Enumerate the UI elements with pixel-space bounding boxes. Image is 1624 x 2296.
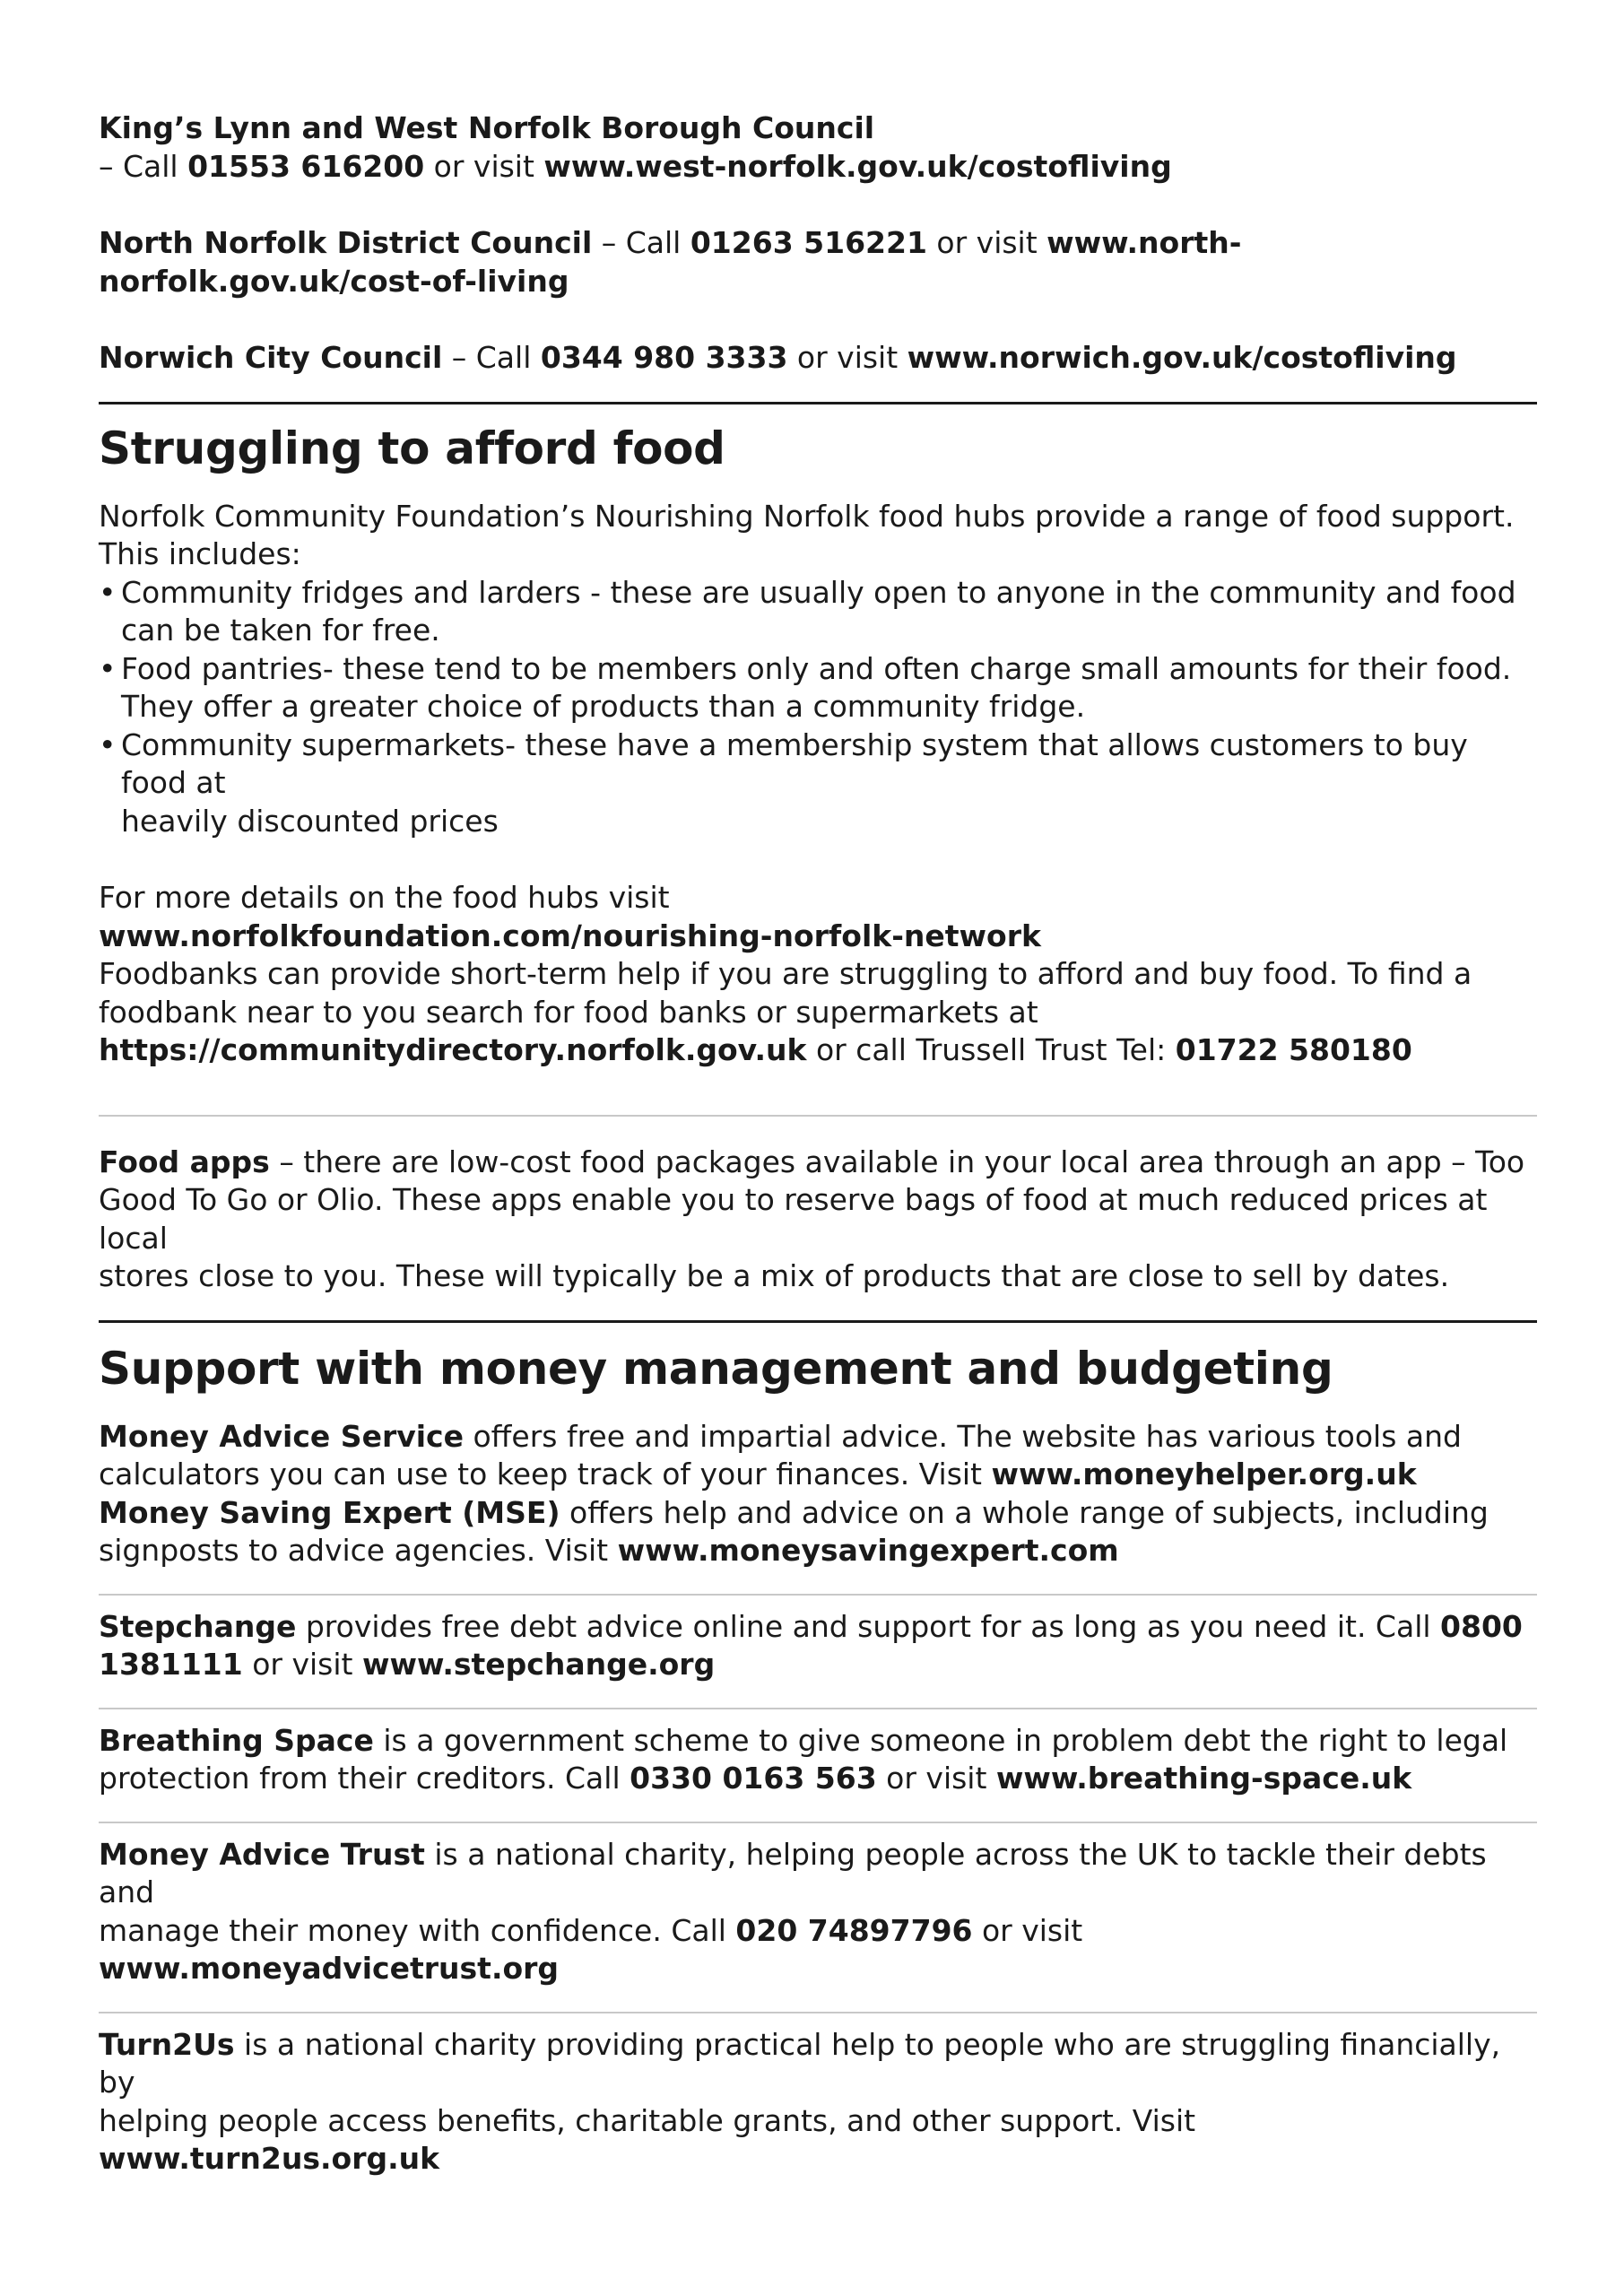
- food-heading: Struggling to afford food: [99, 422, 725, 474]
- org-url[interactable]: www.turn2us.org.uk: [99, 2141, 440, 2176]
- council-name: Norwich City Council: [99, 340, 443, 375]
- org-url[interactable]: www.moneyadvicetrust.org: [99, 1951, 560, 1986]
- council-north-norfolk: North Norfolk District Council – Call 01263 516221 or visit www.north-norfolk.gov.uk/cost-of-living: [99, 225, 1242, 299]
- org-phone: 0330 0163 563: [630, 1761, 877, 1796]
- org-name: Stepchange: [99, 1608, 297, 1644]
- content: [99, 109, 1537, 2179]
- org-phone: 0800: [1440, 1608, 1523, 1644]
- org-url[interactable]: www.breathing-space.uk: [995, 1761, 1412, 1796]
- org-name: Turn2Us: [99, 2026, 235, 2062]
- org-name: Money Advice Trust: [99, 1836, 425, 1872]
- council-name: North Norfolk District Council: [99, 225, 593, 260]
- food-support-list: [99, 574, 1537, 841]
- org-url[interactable]: www.moneyhelper.org.uk: [991, 1457, 1417, 1492]
- list-item: • Community fridges and larders - these are usually open to anyone in the community and food can be taken for free.: [99, 574, 1537, 650]
- council-phone: 01553 616200: [187, 148, 425, 184]
- turn2us-info: Turn2Us is a national charity providing practical help to people who are struggling financially, by helping people access benefits, charitable grants, and other support. Visit www.turn2us.org.uk: [99, 2026, 1501, 2176]
- money-advice-service: Money Advice Service offers free and impartial advice. The website has various tools and calculators you can use to keep track of your finances. Visit www.moneyhelper.org.uk Money Saving Expert (MSE) offers help and advice on a whole range of subjects, including signposts to advice agencies. Visit www.moneysavingexpert.com: [99, 1418, 1489, 1568]
- food-apps-info: Food apps – there are low-cost food packages available in your local area through an app – Too Good To Go or Olio. These apps enable you to reserve bags of food at much reduced prices at local stores close to you. These will typically be a mix of products that are close to sell by dates.: [99, 1144, 1525, 1293]
- food-apps-label: Food apps: [99, 1144, 270, 1179]
- community-directory-url[interactable]: https://communitydirectory.norfolk.gov.uk: [99, 1032, 807, 1067]
- org-phone: 1381111: [99, 1647, 243, 1682]
- food-hubs-info: For more details on the food hubs visit www.norfolkfoundation.com/nourishing-norfolk-network Foodbanks can provide short-term help if you are struggling to afford and buy food. To find a foodbank near to you search for food banks or supermarkets at https://communitydirectory.norfolk.gov.uk or call Trussell Trust Tel: 01722 580180: [99, 880, 1472, 1067]
- council-phone: 01263 516221: [690, 225, 927, 260]
- stepchange-info: Stepchange provides free debt advice online and support for as long as you need it. Call 0800 1381111 or visit www.stepchange.org: [99, 1608, 1523, 1682]
- council-phone: 0344 980 3333: [540, 340, 788, 375]
- council-url[interactable]: www.north-norfolk.gov.uk/cost-of-living: [99, 225, 1242, 299]
- org-name: Breathing Space: [99, 1722, 374, 1758]
- council-name: King’s Lynn and West Norfolk Borough Council: [99, 110, 875, 145]
- list-item: • Food pantries- these tend to be members only and often charge small amounts for their food. They offer a greater choice of products than a community fridge.: [99, 650, 1537, 726]
- money-advice-trust-info: Money Advice Trust is a national charity, helping people across the UK to tackle their debts and manage their money with confidence. Call 020 74897796 or visit www.moneyadvicetrust.org: [99, 1836, 1487, 1986]
- org-name: Money Advice Service: [99, 1418, 464, 1454]
- council-norwich: Norwich City Council – Call 0344 980 3333 or visit www.norwich.gov.uk/costofliving: [99, 340, 1457, 375]
- list-item: • Community supermarkets- these have a membership system that allows customers to buy food at heavily discounted prices: [99, 726, 1537, 841]
- council-url[interactable]: www.norwich.gov.uk/costofliving: [907, 340, 1457, 375]
- money-heading: Support with money management and budgeting: [99, 1342, 1333, 1395]
- org-name: Money Saving Expert (MSE): [99, 1494, 560, 1530]
- council-url[interactable]: www.west-norfolk.gov.uk/costofliving: [543, 148, 1172, 184]
- breathing-space-info: Breathing Space is a government scheme to give someone in problem debt the right to legal protection from their creditors. Call 0330 0163 563 or visit www.breathing-space.uk: [99, 1722, 1508, 1796]
- trussell-phone: 01722 580180: [1175, 1032, 1412, 1067]
- org-url[interactable]: www.stepchange.org: [361, 1647, 716, 1682]
- council-kings-lynn: King’s Lynn and West Norfolk Borough Council – Call 01553 616200 or visit www.west-norfolk.gov.uk/costofliving: [99, 110, 1172, 184]
- food-intro: Norfolk Community Foundation’s Nourishing Norfolk food hubs provide a range of food support. This includes:: [99, 498, 1515, 571]
- org-url[interactable]: www.moneysavingexpert.com: [617, 1533, 1119, 1568]
- org-phone: 020 74897796: [735, 1912, 973, 1948]
- food-hubs-url[interactable]: www.norfolkfoundation.com/nourishing-norfolk-network: [99, 918, 1041, 953]
